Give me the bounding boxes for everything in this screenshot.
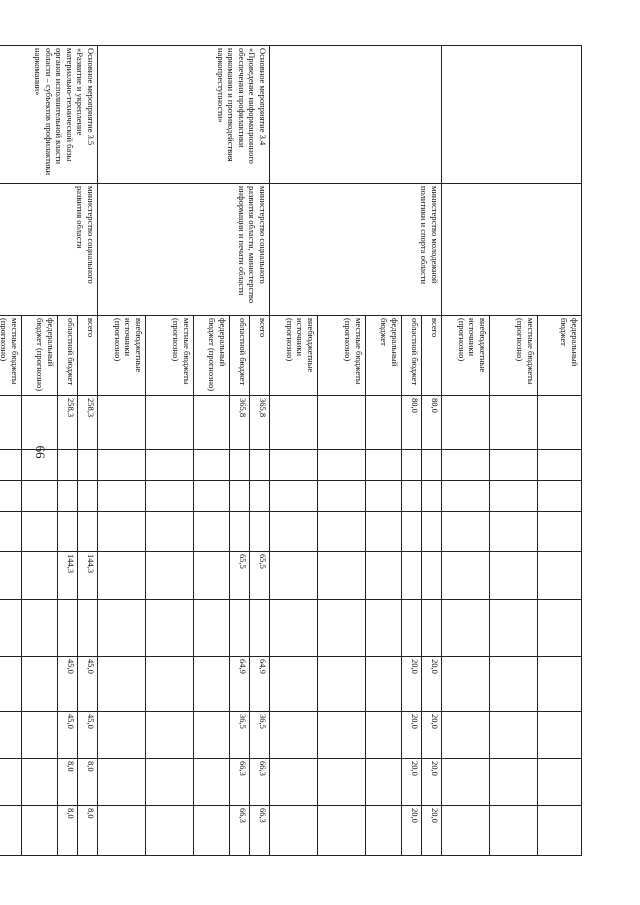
amount-cell xyxy=(270,512,318,552)
amount-cell xyxy=(318,396,366,450)
amount-cell xyxy=(146,481,194,512)
amount-cell xyxy=(318,552,366,600)
funding-source-cell: местные бюджеты (прогнозно) xyxy=(318,316,366,396)
amount-cell xyxy=(442,712,490,759)
amount-cell xyxy=(270,600,318,657)
amount-cell xyxy=(442,806,490,856)
amount-cell xyxy=(366,657,402,712)
amount-cell: 65,5 xyxy=(230,552,250,600)
amount-cell xyxy=(230,450,250,481)
amount-cell: 45,0 xyxy=(58,712,78,759)
amount-cell xyxy=(318,481,366,512)
amount-cell xyxy=(146,759,194,806)
amount-cell xyxy=(366,396,402,450)
amount-cell xyxy=(538,759,582,806)
funding-source-cell: местные бюджеты (прогнозно) xyxy=(0,316,22,396)
amount-cell xyxy=(422,552,442,600)
activity-cell xyxy=(442,46,582,184)
amount-cell: 144,3 xyxy=(58,552,78,600)
amount-cell xyxy=(22,657,58,712)
amount-cell: 66,3 xyxy=(250,806,270,856)
amount-cell xyxy=(442,657,490,712)
amount-cell xyxy=(270,759,318,806)
activity-cell: Основное мероприятие 3.4 «Проведение информационного обеспечения профилактики наркомании и противодействия наркопреступности» xyxy=(98,46,270,184)
amount-cell: 20,0 xyxy=(402,712,422,759)
amount-cell: 64,9 xyxy=(230,657,250,712)
amount-cell xyxy=(0,600,22,657)
amount-cell xyxy=(318,806,366,856)
amount-cell xyxy=(402,600,422,657)
amount-cell xyxy=(490,450,538,481)
amount-cell xyxy=(146,657,194,712)
amount-cell xyxy=(490,657,538,712)
amount-cell: 36,5 xyxy=(230,712,250,759)
amount-cell: 258,3 xyxy=(78,396,98,450)
amount-cell xyxy=(194,806,230,856)
funding-source-cell: внебюджетные источники (прогнозно) xyxy=(442,316,490,396)
amount-cell: 20,0 xyxy=(402,657,422,712)
amount-cell xyxy=(22,600,58,657)
amount-cell xyxy=(78,481,98,512)
amount-cell xyxy=(22,396,58,450)
amount-cell: 365,8 xyxy=(230,396,250,450)
amount-cell xyxy=(318,759,366,806)
amount-cell xyxy=(78,450,98,481)
amount-cell xyxy=(250,450,270,481)
amount-cell xyxy=(0,552,22,600)
amount-cell: 20,0 xyxy=(422,759,442,806)
amount-cell xyxy=(538,552,582,600)
amount-cell xyxy=(270,806,318,856)
amount-cell xyxy=(490,759,538,806)
amount-cell xyxy=(98,600,146,657)
amount-cell xyxy=(146,600,194,657)
funding-source-cell: областной бюджет xyxy=(402,316,422,396)
amount-cell: 64,9 xyxy=(250,657,270,712)
amount-cell xyxy=(366,600,402,657)
amount-cell: 20,0 xyxy=(422,657,442,712)
amount-cell xyxy=(146,396,194,450)
amount-cell xyxy=(0,512,22,552)
amount-cell xyxy=(538,806,582,856)
funding-source-cell: внебюджетные источники (прогнозно) xyxy=(98,316,146,396)
amount-cell: 45,0 xyxy=(78,712,98,759)
amount-cell xyxy=(442,481,490,512)
amount-cell xyxy=(318,712,366,759)
amount-cell xyxy=(22,512,58,552)
amount-cell xyxy=(22,552,58,600)
amount-cell xyxy=(490,396,538,450)
table-viewport xyxy=(0,45,582,855)
page-number: 66 xyxy=(33,445,48,459)
amount-cell xyxy=(194,450,230,481)
amount-cell xyxy=(78,600,98,657)
amount-cell: 144,3 xyxy=(78,552,98,600)
amount-cell xyxy=(366,759,402,806)
amount-cell xyxy=(146,450,194,481)
amount-cell xyxy=(318,657,366,712)
amount-cell xyxy=(98,481,146,512)
amount-cell xyxy=(490,552,538,600)
amount-cell xyxy=(0,759,22,806)
amount-cell xyxy=(402,481,422,512)
amount-cell xyxy=(0,396,22,450)
table-row xyxy=(538,46,582,856)
amount-cell: 258,3 xyxy=(58,396,78,450)
amount-cell xyxy=(98,759,146,806)
funding-source-cell: федеральный бюджет xyxy=(538,316,582,396)
amount-cell xyxy=(270,481,318,512)
amount-cell: 45,0 xyxy=(58,657,78,712)
amount-cell xyxy=(270,450,318,481)
executor-cell xyxy=(442,184,582,316)
amount-cell xyxy=(146,712,194,759)
funding-source-cell: федеральный бюджет xyxy=(366,316,402,396)
table-row xyxy=(250,46,270,856)
amount-cell: 80,0 xyxy=(402,396,422,450)
amount-cell xyxy=(402,450,422,481)
amount-cell xyxy=(22,712,58,759)
funding-source-cell: областной бюджет xyxy=(230,316,250,396)
funding-source-cell: внебюджетные источники (прогнозно) xyxy=(270,316,318,396)
amount-cell xyxy=(146,806,194,856)
amount-cell: 65,5 xyxy=(250,552,270,600)
amount-cell: 365,8 xyxy=(250,396,270,450)
amount-cell xyxy=(422,481,442,512)
amount-cell xyxy=(0,481,22,512)
amount-cell xyxy=(22,759,58,806)
amount-cell xyxy=(318,450,366,481)
amount-cell xyxy=(22,806,58,856)
activity-cell xyxy=(270,46,442,184)
amount-cell: 20,0 xyxy=(422,712,442,759)
executor-cell: министерство социального развития области xyxy=(0,184,98,316)
amount-cell xyxy=(442,759,490,806)
amount-cell xyxy=(230,512,250,552)
amount-cell xyxy=(194,600,230,657)
amount-cell: 36,5 xyxy=(250,712,270,759)
amount-cell xyxy=(538,512,582,552)
amount-cell xyxy=(98,512,146,552)
amount-cell xyxy=(0,712,22,759)
amount-cell xyxy=(402,552,422,600)
amount-cell xyxy=(270,657,318,712)
amount-cell xyxy=(230,481,250,512)
funding-source-cell: всего xyxy=(78,316,98,396)
amount-cell xyxy=(250,600,270,657)
activity-cell: Основное мероприятие 3.5 «Развитие и укрепление материально-технической базы органов исполнительной власти области – субъектов профилактики наркомании» xyxy=(0,46,98,184)
amount-cell xyxy=(194,396,230,450)
amount-cell xyxy=(490,806,538,856)
amount-cell xyxy=(58,481,78,512)
rotated-page xyxy=(0,45,582,855)
amount-cell xyxy=(442,600,490,657)
amount-cell xyxy=(58,600,78,657)
amount-cell xyxy=(270,712,318,759)
executor-cell: министерство социального развития области, министерство информации и печати области xyxy=(98,184,270,316)
amount-cell xyxy=(194,657,230,712)
amount-cell xyxy=(250,512,270,552)
amount-cell xyxy=(366,512,402,552)
amount-cell xyxy=(194,759,230,806)
amount-cell xyxy=(98,450,146,481)
amount-cell: 20,0 xyxy=(402,806,422,856)
amount-cell xyxy=(250,481,270,512)
amount-cell: 66,3 xyxy=(250,759,270,806)
amount-cell xyxy=(366,806,402,856)
amount-cell xyxy=(270,396,318,450)
funding-source-cell: местные бюджеты (прогнозно) xyxy=(490,316,538,396)
funding-source-cell: областной бюджет xyxy=(58,316,78,396)
table-row xyxy=(422,46,442,856)
amount-cell xyxy=(538,450,582,481)
amount-cell xyxy=(0,450,22,481)
funding-table xyxy=(0,45,582,856)
amount-cell xyxy=(538,600,582,657)
amount-cell xyxy=(538,396,582,450)
amount-cell xyxy=(78,512,98,552)
amount-cell xyxy=(422,450,442,481)
amount-cell: 20,0 xyxy=(422,806,442,856)
amount-cell xyxy=(366,481,402,512)
amount-cell xyxy=(58,450,78,481)
amount-cell xyxy=(442,396,490,450)
amount-cell xyxy=(0,806,22,856)
amount-cell xyxy=(538,481,582,512)
amount-cell xyxy=(22,481,58,512)
amount-cell xyxy=(98,712,146,759)
amount-cell xyxy=(422,600,442,657)
amount-cell xyxy=(490,512,538,552)
amount-cell xyxy=(366,552,402,600)
amount-cell xyxy=(146,512,194,552)
amount-cell: 20,0 xyxy=(402,759,422,806)
funding-source-cell: федеральный бюджет (прогнозно) xyxy=(22,316,58,396)
amount-cell xyxy=(194,481,230,512)
amount-cell: 66,3 xyxy=(230,759,250,806)
funding-source-cell: всего xyxy=(250,316,270,396)
amount-cell xyxy=(442,512,490,552)
amount-cell xyxy=(58,512,78,552)
amount-cell: 8,0 xyxy=(58,806,78,856)
amount-cell xyxy=(146,552,194,600)
amount-cell xyxy=(442,450,490,481)
table-row xyxy=(78,46,98,856)
amount-cell xyxy=(194,552,230,600)
amount-cell xyxy=(194,512,230,552)
amount-cell xyxy=(490,481,538,512)
funding-source-cell: всего xyxy=(422,316,442,396)
amount-cell: 8,0 xyxy=(58,759,78,806)
funding-source-cell: федеральный бюджет (прогнозно) xyxy=(194,316,230,396)
executor-cell: министерство молодежной политики и спорта области xyxy=(270,184,442,316)
amount-cell xyxy=(98,396,146,450)
amount-cell xyxy=(0,657,22,712)
amount-cell xyxy=(538,657,582,712)
amount-cell xyxy=(538,712,582,759)
amount-cell: 8,0 xyxy=(78,806,98,856)
amount-cell xyxy=(22,450,58,481)
amount-cell xyxy=(490,712,538,759)
amount-cell xyxy=(98,806,146,856)
amount-cell: 8,0 xyxy=(78,759,98,806)
amount-cell xyxy=(318,600,366,657)
amount-cell xyxy=(194,712,230,759)
amount-cell xyxy=(318,512,366,552)
funding-source-cell: местные бюджеты (прогнозно) xyxy=(146,316,194,396)
amount-cell xyxy=(366,450,402,481)
amount-cell xyxy=(442,552,490,600)
amount-cell xyxy=(422,512,442,552)
amount-cell: 66,3 xyxy=(230,806,250,856)
amount-cell xyxy=(230,600,250,657)
amount-cell xyxy=(270,552,318,600)
amount-cell xyxy=(98,552,146,600)
amount-cell xyxy=(98,657,146,712)
amount-cell xyxy=(402,512,422,552)
amount-cell xyxy=(490,600,538,657)
amount-cell: 45,0 xyxy=(78,657,98,712)
amount-cell: 80,0 xyxy=(422,396,442,450)
amount-cell xyxy=(366,712,402,759)
